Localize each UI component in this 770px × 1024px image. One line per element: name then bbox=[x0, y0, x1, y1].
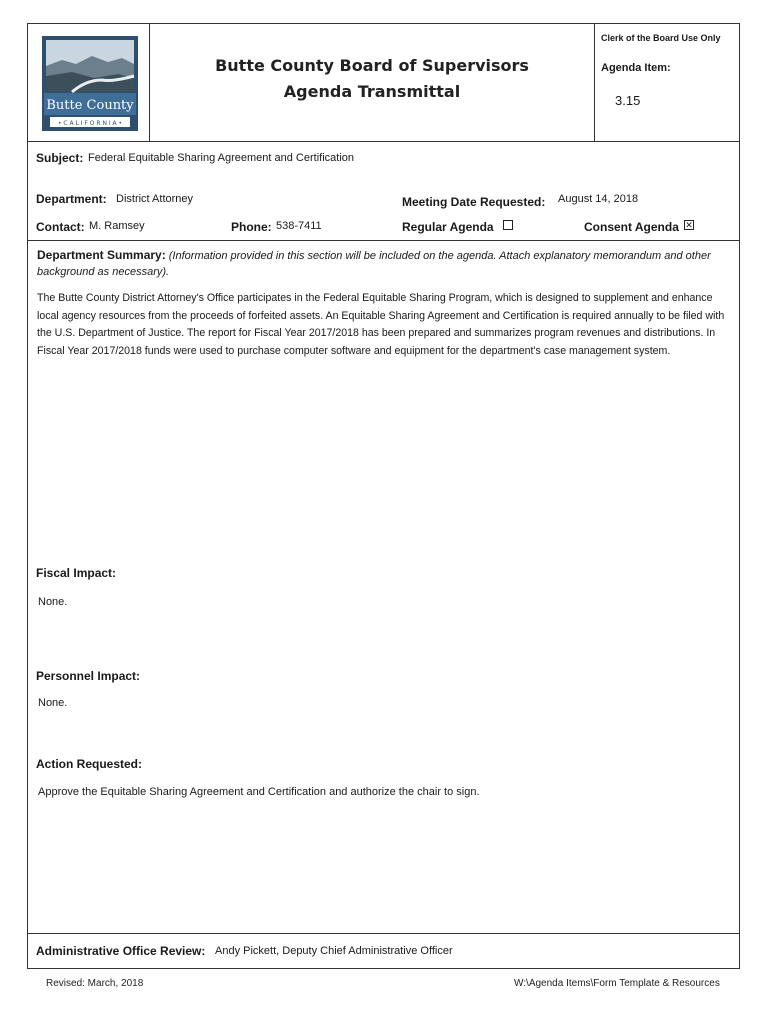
phone-value[interactable]: 538-7411 bbox=[276, 220, 322, 232]
phone-label: Phone: bbox=[231, 220, 272, 234]
divider bbox=[28, 240, 739, 241]
summary-heading bbox=[37, 247, 732, 280]
clerk-use-heading: Clerk of the Board Use Only bbox=[601, 33, 721, 43]
form-subtitle: Agenda Transmittal bbox=[283, 82, 461, 101]
admin-review-value[interactable]: Andy Pickett, Deputy Chief Administrative Officer bbox=[215, 945, 453, 957]
regular-agenda-label: Regular Agenda bbox=[402, 220, 494, 234]
subject-value[interactable]: Federal Equitable Sharing Agreement and Certification bbox=[88, 152, 354, 164]
meeting-date-label: Meeting Date Requested: bbox=[402, 195, 546, 209]
clerk-use-cell bbox=[594, 24, 740, 141]
action-requested-value[interactable]: Approve the Equitable Sharing Agreement and Certification and authorize the chair to sign. bbox=[38, 786, 480, 798]
divider bbox=[28, 933, 739, 934]
personnel-impact-value[interactable]: None. bbox=[38, 697, 68, 709]
department-label: Department: bbox=[36, 192, 107, 206]
department-value[interactable]: District Attorney bbox=[116, 193, 194, 205]
revised-date: Revised: March, 2018 bbox=[46, 978, 144, 989]
form-title: Butte County Board of Supervisors bbox=[215, 56, 529, 75]
template-path: W:\Agenda Items\Form Template & Resources bbox=[514, 978, 720, 989]
personnel-impact-label: Personnel Impact: bbox=[36, 669, 141, 683]
admin-review-label: Administrative Office Review: bbox=[36, 944, 206, 958]
meeting-date-value[interactable]: August 14, 2018 bbox=[558, 193, 639, 205]
contact-label: Contact: bbox=[36, 220, 85, 234]
logo-cell bbox=[28, 24, 150, 141]
butte-county-logo bbox=[42, 36, 138, 131]
logo-name-text: Butte County bbox=[46, 98, 134, 113]
agenda-item-value[interactable]: 3.15 bbox=[615, 93, 641, 108]
summary-body[interactable]: The Butte County District Attorney's Office participates in the Federal Equitable Sharing Program, which is designed to supplement and enhance local agency resources from the proceeds of forfeited assets. An Equitable Sharing Agreement and Certification is required annually to be filed with the U.S. Department of Justice. The report for Fiscal Year 2017/2018 has been prepared and summarizes program revenues and distributions. In Fiscal Year 2017/2018 funds were used to purchase computer software and equipment for the department's case management system. bbox=[37, 292, 725, 357]
logo-state-text: • C A L I F O R N I A • bbox=[57, 120, 123, 127]
summary-label: Department Summary: bbox=[37, 248, 166, 262]
fiscal-impact-label: Fiscal Impact: bbox=[36, 566, 117, 580]
agenda-transmittal-form bbox=[27, 23, 740, 969]
subject-label: Subject: bbox=[36, 151, 84, 165]
form-header bbox=[28, 24, 739, 142]
consent-agenda-checkbox[interactable]: ✕ bbox=[685, 220, 693, 230]
title-cell bbox=[150, 24, 594, 141]
contact-value[interactable]: M. Ramsey bbox=[89, 220, 145, 232]
action-requested-label: Action Requested: bbox=[36, 757, 143, 771]
regular-agenda-checkbox[interactable] bbox=[503, 220, 513, 230]
agenda-item-label: Agenda Item: bbox=[601, 62, 671, 74]
summary-note: (Information provided in this section will be included on the agenda. Attach explanatory memorandum and other background as necessary). bbox=[37, 250, 711, 278]
fiscal-impact-value[interactable]: None. bbox=[38, 596, 68, 608]
consent-agenda-label: Consent Agenda bbox=[584, 220, 679, 234]
